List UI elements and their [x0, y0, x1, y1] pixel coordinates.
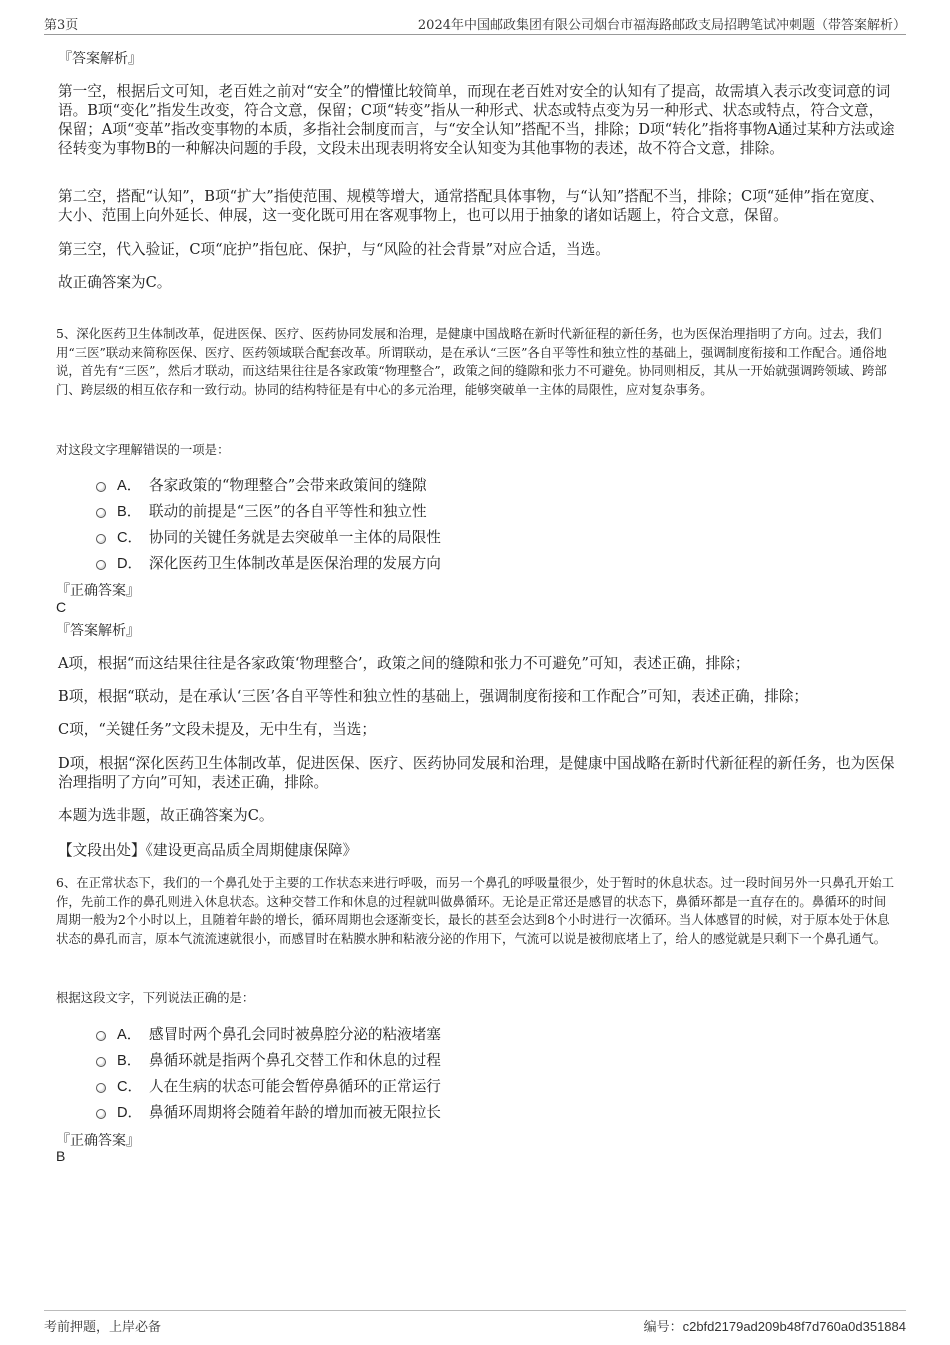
option-letter: D．	[117, 556, 143, 572]
code-value: c2bfd2179ad209b48f7d760a0d351884	[682, 1319, 906, 1334]
q6-option-a[interactable]	[96, 1023, 441, 1044]
question-5-text: 5、深化医药卫生体制改革，促进医保、医疗、医药协同发展和治理，是健康中国战略在新时代新征程的新任务，也为医保治理指明了方向。过去，我们用“三医”联动来简称医保、医疗、医药领域联合配套改革。所谓联动，是在承认“三医”各自平等性和独立性的基础上，强调制度衔接和工作配合。通俗地说，首先有“三医”，然后才联动，而这结果往往是各家政策“物理整合”，政策之间的缝隙和张力不可避免。协同则相反，其从一开始就强调跨领域、跨部门、跨层级的相互依存和一致行动。协同的结构特征是有中心的多元治理，能够突破单一主体的局限性，应对复杂事务。	[56, 326, 887, 397]
option-letter: B．	[117, 1053, 142, 1069]
option-text: 鼻循环周期将会随着年龄的增加而被无限拉长	[149, 1104, 441, 1121]
question-5-prompt: 对这段文字理解错误的一项是：	[56, 442, 230, 457]
analysis-conclusion: 本题为选非题，故正确答案为C。	[58, 807, 274, 824]
footer-divider	[44, 1310, 906, 1311]
option-text: 各家政策的“物理整合”会带来政策间的缝隙	[149, 477, 427, 494]
option-text: 感冒时两个鼻孔会同时被鼻腔分泌的粘液堵塞	[149, 1026, 441, 1043]
analysis-heading: 『答案解析』	[58, 51, 142, 67]
radio-icon[interactable]	[96, 1083, 106, 1093]
option-text: 联动的前提是“三医”的各自平等性和独立性	[149, 503, 427, 520]
analysis-paragraph: B项，根据“联动，是在承认‘三医’各自平等性和独立性的基础上，强调制度衔接和工作配合”可知，表述正确，排除；	[58, 688, 809, 705]
analysis-heading: 『答案解析』	[56, 623, 140, 639]
radio-icon[interactable]	[96, 534, 106, 544]
q5-option-b[interactable]	[96, 500, 427, 521]
analysis-paragraph: A项，根据“而这结果往往是各家政策‘物理整合’，政策之间的缝隙和张力不可避免”可知，表述正确，排除；	[58, 655, 750, 672]
question-6-text: 6、在正常状态下，我们的一个鼻孔处于主要的工作状态来进行呼吸，而另一个鼻孔的呼吸量很少，处于暂时的休息状态。过一段时间另外一只鼻孔开始工作，先前工作的鼻孔则进入休息状态。这种交替工作和休息的过程就叫做鼻循环。无论是正常还是感冒的状态下，鼻循环都是一直存在的。鼻循环的时间周期一般为2个小时以上，且随着年龄的增长，循环周期也会逐渐变长，最长的甚至会达到8个小时进行一次循环。当人体感冒的时候，对于原本处于休息状态的鼻孔而言，原本气流流速就很小，而感冒时在粘膜水肿和粘液分泌的作用下，气流可以说是被彻底堵上了，给人的感觉就是只剩下一个鼻孔通气。	[56, 875, 895, 946]
option-letter: B．	[117, 504, 142, 520]
footer-slogan: 考前押题，上岸必备	[44, 1320, 162, 1335]
option-letter: A．	[117, 478, 142, 494]
radio-icon[interactable]	[96, 482, 106, 492]
analysis-conclusion: 故正确答案为C。	[58, 274, 172, 291]
analysis-paragraph: C项，“关键任务”文段未提及，无中生有，当选；	[58, 721, 376, 738]
q6-option-c[interactable]	[96, 1075, 441, 1096]
document-title: 2024年中国邮政集团有限公司烟台市福海路邮政支局招聘笔试冲刺题（带答案解析）	[417, 18, 906, 33]
code-label: 编号：	[643, 1320, 683, 1335]
option-text: 人在生病的状态可能会暂停鼻循环的正常运行	[149, 1078, 441, 1095]
correct-answer-value: C	[56, 599, 67, 615]
option-letter: C．	[117, 1079, 143, 1095]
header-divider	[44, 34, 906, 35]
analysis-paragraph: 第二空，搭配“认知”，B项“扩大”指使范围、规模等增大，通常搭配具体事物，与“认知”搭配不当，排除；C项“延伸”指在宽度、大小、范围上向外延长、伸展，这一变化既可用在客观事物上，也可以用于抽象的诸如话题上，符合文意，保留。	[58, 188, 884, 224]
q6-option-b[interactable]	[96, 1049, 441, 1070]
q5-option-c[interactable]	[96, 526, 441, 547]
option-text: 鼻循环就是指两个鼻孔交替工作和休息的过程	[149, 1052, 441, 1069]
analysis-paragraph: 第一空，根据后文可知，老百姓之前对“安全”的懵懂比较简单，而现在老百姓对安全的认知有了提高，故需填入表示改变词意的词语。B项“变化”指发生改变，符合文意，保留；C项“转变”指从一种形式、状态或特点变为另一种形式、状态或特点，符合文意，保留；A项“变革”指改变事物的本质，多指社会制度而言，与“安全认知”搭配不当，排除；D项“转化”指将事物A通过某种方法或途径转变为事物B的一种解决问题的手段，文段未出现表明将安全认知变为其他事物的表述，故不符合文意，排除。	[58, 83, 895, 157]
option-letter: C．	[117, 530, 143, 546]
q5-option-a[interactable]	[96, 474, 427, 495]
radio-icon[interactable]	[96, 1057, 106, 1067]
passage-source: 【文段出处】《建设更高品质全周期健康保障》	[58, 842, 358, 859]
radio-icon[interactable]	[96, 1031, 106, 1041]
option-letter: A．	[117, 1027, 142, 1043]
correct-answer-heading: 『正确答案』	[56, 583, 140, 599]
analysis-paragraph: 第三空，代入验证，C项“庇护”指包庇、保护，与“风险的社会背景”对应合适，当选。	[58, 241, 610, 258]
q6-option-d[interactable]	[96, 1101, 441, 1122]
analysis-paragraph: D项，根据“深化医药卫生体制改革，促进医保、医疗、医药协同发展和治理，是健康中国战略在新时代新征程的新任务，也为医保治理指明了方向”可知，表述正确，排除。	[58, 755, 895, 791]
correct-answer-heading: 『正确答案』	[56, 1133, 140, 1149]
radio-icon[interactable]	[96, 1109, 106, 1119]
question-6-prompt: 根据这段文字，下列说法正确的是：	[56, 990, 255, 1005]
correct-answer-value: B	[56, 1148, 66, 1164]
page-number: 第3页	[44, 18, 79, 33]
radio-icon[interactable]	[96, 508, 106, 518]
q5-option-d[interactable]	[96, 552, 441, 573]
option-text: 深化医药卫生体制改革是医保治理的发展方向	[149, 555, 441, 572]
option-text: 协同的关键任务就是去突破单一主体的局限性	[149, 529, 441, 546]
radio-icon[interactable]	[96, 560, 106, 570]
document-code	[644, 1316, 906, 1335]
option-letter: D．	[117, 1105, 143, 1121]
